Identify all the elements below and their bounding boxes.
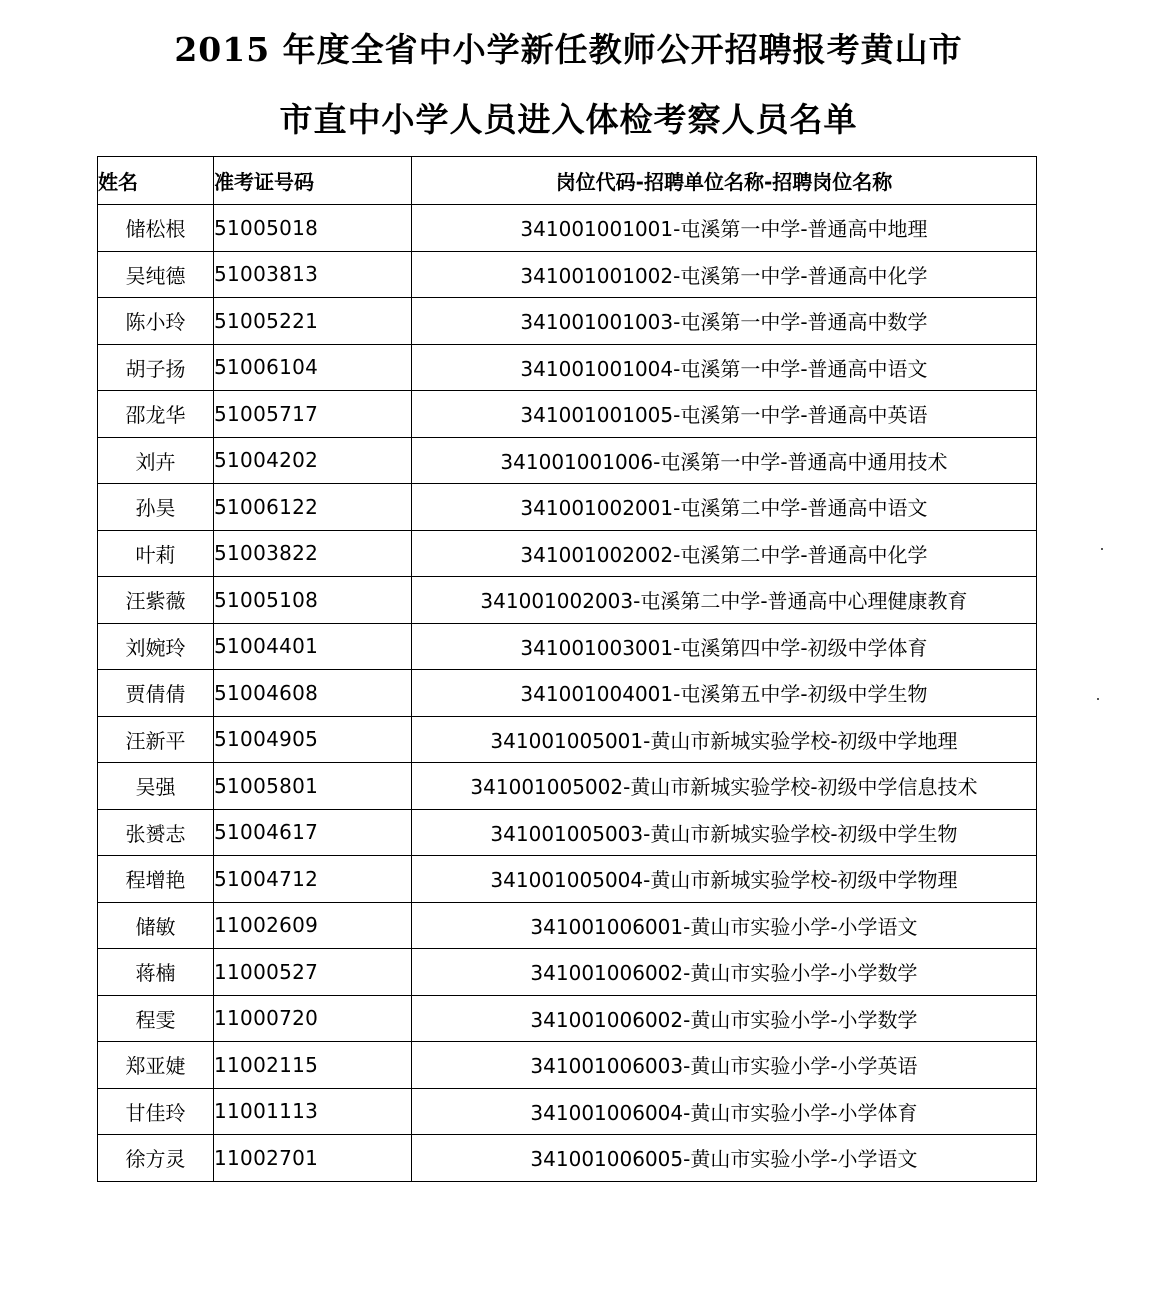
name-cell: 汪紫薇	[98, 577, 214, 624]
document-title-line-2: 市直中小学人员进入体检考察人员名单	[279, 100, 858, 139]
position-cell: 341001006002-黄山市实验小学-小学数学	[412, 949, 1037, 996]
position-cell: 341001005003-黄山市新城实验学校-初级中学生物	[412, 809, 1037, 856]
exam-id-cell: 11002701	[214, 1135, 412, 1182]
table-row	[98, 1088, 1037, 1135]
table-row	[98, 391, 1037, 438]
scan-speck	[1101, 548, 1103, 550]
document-title-line-1: 2015 年度全省中小学新任教师公开招聘报考黄山市	[174, 30, 963, 69]
position-cell: 341001006002-黄山市实验小学-小学数学	[412, 995, 1037, 1042]
table-row	[98, 623, 1037, 670]
exam-id-cell: 51006122	[214, 484, 412, 531]
table-row	[98, 763, 1037, 810]
position-cell: 341001003001-屯溪第四中学-初级中学体育	[412, 623, 1037, 670]
table-row	[98, 484, 1037, 531]
position-cell: 341001001006-屯溪第一中学-普通高中通用技术	[412, 437, 1037, 484]
name-cell: 贾倩倩	[98, 670, 214, 717]
table-row	[98, 670, 1037, 717]
position-cell: 341001002002-屯溪第二中学-普通高中化学	[412, 530, 1037, 577]
exam-id-cell: 51004905	[214, 716, 412, 763]
exam-id-cell: 51004712	[214, 856, 412, 903]
exam-id-cell: 51004617	[214, 809, 412, 856]
name-cell: 储敏	[98, 902, 214, 949]
name-cell: 吴纯德	[98, 251, 214, 298]
table-row	[98, 1135, 1037, 1182]
table-row	[98, 205, 1037, 252]
position-cell: 341001002001-屯溪第二中学-普通高中语文	[412, 484, 1037, 531]
name-cell: 邵龙华	[98, 391, 214, 438]
exam-id-cell: 51005221	[214, 298, 412, 345]
table-row	[98, 437, 1037, 484]
candidate-roster-table	[97, 156, 1037, 1182]
position-cell: 341001006004-黄山市实验小学-小学体育	[412, 1088, 1037, 1135]
name-cell: 徐方灵	[98, 1135, 214, 1182]
name-cell: 叶莉	[98, 530, 214, 577]
table-row	[98, 577, 1037, 624]
exam-id-cell: 51003822	[214, 530, 412, 577]
table-row	[98, 1042, 1037, 1089]
position-cell: 341001004001-屯溪第五中学-初级中学生物	[412, 670, 1037, 717]
position-cell: 341001005002-黄山市新城实验学校-初级中学信息技术	[412, 763, 1037, 810]
position-cell: 341001005001-黄山市新城实验学校-初级中学地理	[412, 716, 1037, 763]
position-cell: 341001006003-黄山市实验小学-小学英语	[412, 1042, 1037, 1089]
name-cell: 甘佳玲	[98, 1088, 214, 1135]
scan-speck	[1097, 698, 1099, 700]
position-cell: 341001006001-黄山市实验小学-小学语文	[412, 902, 1037, 949]
exam-id-cell: 51005108	[214, 577, 412, 624]
exam-id-cell: 51004202	[214, 437, 412, 484]
name-cell: 孙昊	[98, 484, 214, 531]
name-cell: 陈小玲	[98, 298, 214, 345]
table-row	[98, 856, 1037, 903]
name-cell: 程雯	[98, 995, 214, 1042]
position-cell: 341001001005-屯溪第一中学-普通高中英语	[412, 391, 1037, 438]
table-row	[98, 809, 1037, 856]
exam-id-cell: 51006104	[214, 344, 412, 391]
exam-id-cell: 51005018	[214, 205, 412, 252]
position-cell: 341001005004-黄山市新城实验学校-初级中学物理	[412, 856, 1037, 903]
table-row	[98, 298, 1037, 345]
position-cell: 341001006005-黄山市实验小学-小学语文	[412, 1135, 1037, 1182]
name-cell: 储松根	[98, 205, 214, 252]
position-cell: 341001001002-屯溪第一中学-普通高中化学	[412, 251, 1037, 298]
exam-id-cell: 51003813	[214, 251, 412, 298]
table-row	[98, 716, 1037, 763]
table-row	[98, 530, 1037, 577]
name-cell: 刘婉玲	[98, 623, 214, 670]
name-cell: 胡子扬	[98, 344, 214, 391]
table-row	[98, 995, 1037, 1042]
exam-id-cell: 51004401	[214, 623, 412, 670]
exam-id-cell: 11001113	[214, 1088, 412, 1135]
exam-id-cell: 11002115	[214, 1042, 412, 1089]
table-row	[98, 251, 1037, 298]
exam-id-cell: 51005801	[214, 763, 412, 810]
header-position: 岗位代码-招聘单位名称-招聘岗位名称	[412, 157, 1037, 205]
exam-id-cell: 51005717	[214, 391, 412, 438]
header-name: 姓名	[98, 157, 214, 205]
name-cell: 刘卉	[98, 437, 214, 484]
table-row	[98, 949, 1037, 996]
name-cell: 蒋楠	[98, 949, 214, 996]
table-row	[98, 902, 1037, 949]
name-cell: 张赟志	[98, 809, 214, 856]
name-cell: 吴强	[98, 763, 214, 810]
name-cell: 郑亚婕	[98, 1042, 214, 1089]
name-cell: 汪新平	[98, 716, 214, 763]
exam-id-cell: 11002609	[214, 902, 412, 949]
table-header-row	[98, 157, 1037, 205]
exam-id-cell: 11000720	[214, 995, 412, 1042]
position-cell: 341001002003-屯溪第二中学-普通高中心理健康教育	[412, 577, 1037, 624]
position-cell: 341001001004-屯溪第一中学-普通高中语文	[412, 344, 1037, 391]
header-exam-id: 准考证号码	[214, 157, 412, 205]
table-row	[98, 344, 1037, 391]
exam-id-cell: 11000527	[214, 949, 412, 996]
position-cell: 341001001003-屯溪第一中学-普通高中数学	[412, 298, 1037, 345]
name-cell: 程增艳	[98, 856, 214, 903]
exam-id-cell: 51004608	[214, 670, 412, 717]
position-cell: 341001001001-屯溪第一中学-普通高中地理	[412, 205, 1037, 252]
